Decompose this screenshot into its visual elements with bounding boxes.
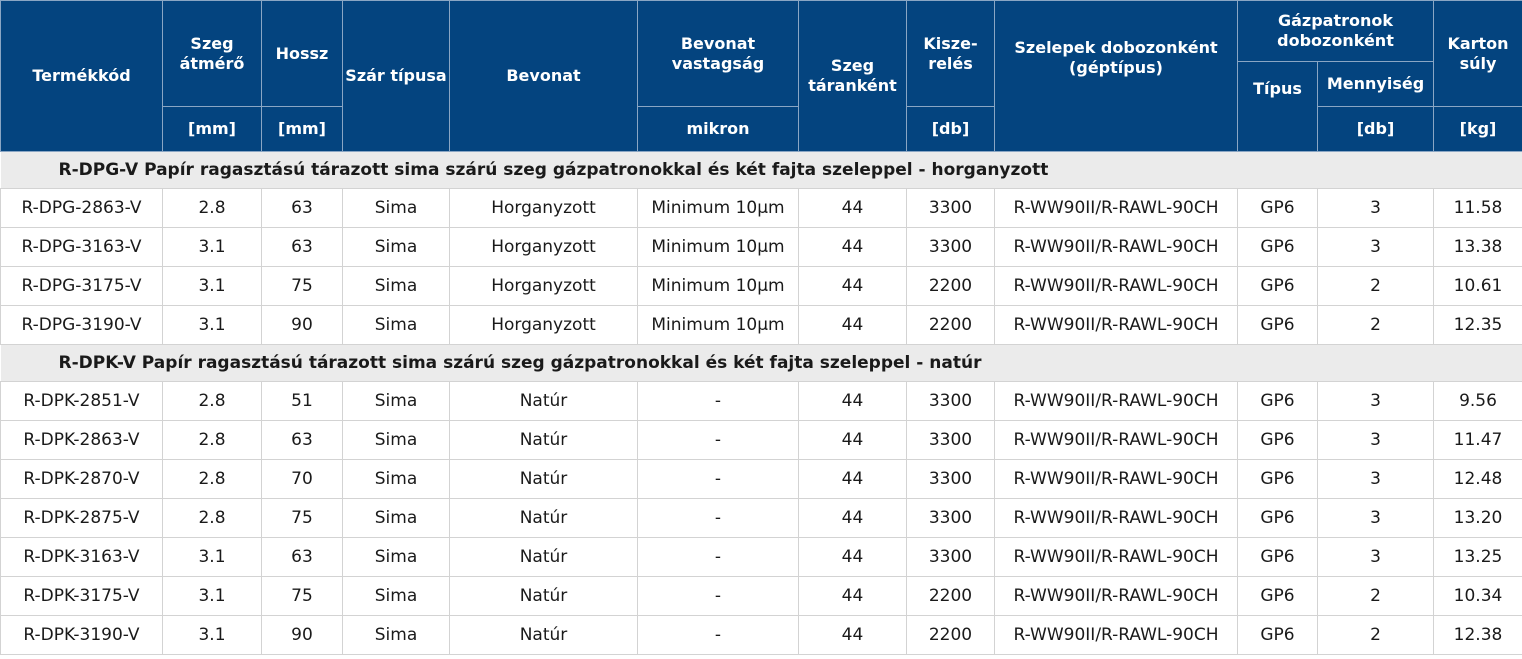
cell-szar-tipusa: Sima [343, 616, 450, 655]
cell-bevonat-vastagsag: - [638, 421, 799, 460]
cell-szelepek: R-WW90II/R-RAWL-90CH [995, 538, 1238, 577]
cell-kiszereles: 3300 [907, 538, 995, 577]
cell-kiszereles: 2200 [907, 267, 995, 306]
section-header-row [1, 345, 1522, 382]
cell-termekkod: R-DPK-2863-V [1, 421, 163, 460]
section-title: R-DPG-V Papír ragasztású tárazott sima szárú szeg gázpatronokkal és két fajta szeleppel - horganyzott [1, 152, 1522, 189]
table-header [1, 1, 1522, 152]
cell-hossz: 90 [262, 306, 343, 345]
cell-gazpatron-tipus: GP6 [1238, 189, 1318, 228]
cell-termekkod: R-DPK-3175-V [1, 577, 163, 616]
cell-szar-tipusa: Sima [343, 538, 450, 577]
cell-bevonat-vastagsag: - [638, 616, 799, 655]
cell-bevonat: Horganyzott [450, 189, 638, 228]
cell-bevonat: Horganyzott [450, 267, 638, 306]
header-szelepek-label: Szelepek dobozonként (géptípus) [1014, 38, 1218, 77]
header-tipus-label: Típus [1253, 78, 1302, 98]
cell-karton-suly: 11.58 [1434, 189, 1522, 228]
cell-karton-suly: 11.47 [1434, 421, 1522, 460]
header-karton-suly: Karton súly [1434, 1, 1522, 107]
header-tipus [1238, 62, 1318, 152]
cell-szeg-atmero: 3.1 [163, 616, 262, 655]
cell-kiszereles: 3300 [907, 189, 995, 228]
cell-gazpatron-tipus: GP6 [1238, 421, 1318, 460]
table-row [1, 616, 1522, 655]
cell-gazpatron-tipus: GP6 [1238, 382, 1318, 421]
cell-termekkod: R-DPK-3163-V [1, 538, 163, 577]
cell-gazpatron-mennyiseg: 2 [1318, 267, 1434, 306]
header-termekkod: Termékkód [1, 1, 163, 152]
table-row [1, 382, 1522, 421]
header-szar-tipusa: Szár típusa [343, 1, 450, 152]
cell-termekkod: R-DPG-2863-V [1, 189, 163, 228]
cell-gazpatron-tipus: GP6 [1238, 616, 1318, 655]
cell-bevonat-vastagsag: - [638, 460, 799, 499]
cell-kiszereles: 3300 [907, 228, 995, 267]
table-row [1, 538, 1522, 577]
cell-szelepek: R-WW90II/R-RAWL-90CH [995, 460, 1238, 499]
cell-karton-suly: 12.38 [1434, 616, 1522, 655]
cell-szeg-atmero: 3.1 [163, 577, 262, 616]
cell-szeg-tarankent: 44 [799, 460, 907, 499]
cell-bevonat: Natúr [450, 577, 638, 616]
header-szeg-tarankent: Szeg táranként [799, 1, 907, 152]
cell-termekkod: R-DPK-2851-V [1, 382, 163, 421]
header-szeg-atmero: Szeg átmérő [163, 1, 262, 107]
cell-szeg-atmero: 2.8 [163, 499, 262, 538]
cell-hossz: 51 [262, 382, 343, 421]
cell-szeg-atmero: 2.8 [163, 382, 262, 421]
cell-szeg-tarankent: 44 [799, 189, 907, 228]
cell-gazpatron-tipus: GP6 [1238, 499, 1318, 538]
cell-szar-tipusa: Sima [343, 267, 450, 306]
cell-hossz: 70 [262, 460, 343, 499]
table-row [1, 306, 1522, 345]
cell-bevonat-vastagsag: - [638, 538, 799, 577]
cell-bevonat-vastagsag: - [638, 382, 799, 421]
section-title: R-DPK-V Papír ragasztású tárazott sima szárú szeg gázpatronokkal és két fajta szeleppel - natúr [1, 345, 1522, 382]
cell-kiszereles: 3300 [907, 421, 995, 460]
cell-hossz: 63 [262, 421, 343, 460]
cell-hossz: 75 [262, 577, 343, 616]
header-mennyiseg: Mennyiség [1318, 62, 1434, 107]
cell-kiszereles: 2200 [907, 616, 995, 655]
cell-szelepek: R-WW90II/R-RAWL-90CH [995, 499, 1238, 538]
cell-szar-tipusa: Sima [343, 228, 450, 267]
cell-termekkod: R-DPG-3190-V [1, 306, 163, 345]
table-row [1, 421, 1522, 460]
cell-gazpatron-mennyiseg: 2 [1318, 306, 1434, 345]
cell-gazpatron-mennyiseg: 2 [1318, 616, 1434, 655]
table-row [1, 267, 1522, 306]
unit-kiszereles: [db] [907, 107, 995, 152]
cell-bevonat-vastagsag: Minimum 10µm [638, 189, 799, 228]
cell-szeg-atmero: 3.1 [163, 228, 262, 267]
header-gazpatronok: Gázpatronok dobozonként [1238, 1, 1434, 62]
unit-mennyiseg: [db] [1318, 107, 1434, 152]
cell-bevonat: Natúr [450, 499, 638, 538]
header-bevonat-vastagsag: Bevonat vastagság [638, 1, 799, 107]
unit-hossz: [mm] [262, 107, 343, 152]
cell-gazpatron-mennyiseg: 3 [1318, 228, 1434, 267]
cell-bevonat: Horganyzott [450, 306, 638, 345]
unit-karton-suly: [kg] [1434, 107, 1522, 152]
section-header-row [1, 152, 1522, 189]
cell-szeg-tarankent: 44 [799, 421, 907, 460]
cell-szeg-atmero: 3.1 [163, 267, 262, 306]
cell-szelepek: R-WW90II/R-RAWL-90CH [995, 421, 1238, 460]
cell-szar-tipusa: Sima [343, 382, 450, 421]
cell-termekkod: R-DPK-2870-V [1, 460, 163, 499]
unit-bevonat-vastagsag: mikron [638, 107, 799, 152]
table-row [1, 499, 1522, 538]
cell-gazpatron-mennyiseg: 3 [1318, 460, 1434, 499]
cell-hossz: 75 [262, 499, 343, 538]
cell-bevonat: Natúr [450, 421, 638, 460]
cell-gazpatron-mennyiseg: 3 [1318, 499, 1434, 538]
cell-bevonat-vastagsag: - [638, 577, 799, 616]
cell-szeg-atmero: 2.8 [163, 189, 262, 228]
cell-szeg-tarankent: 44 [799, 267, 907, 306]
cell-szelepek: R-WW90II/R-RAWL-90CH [995, 228, 1238, 267]
cell-szelepek: R-WW90II/R-RAWL-90CH [995, 306, 1238, 345]
cell-szeg-tarankent: 44 [799, 577, 907, 616]
cell-szeg-tarankent: 44 [799, 616, 907, 655]
cell-kiszereles: 2200 [907, 306, 995, 345]
cell-gazpatron-tipus: GP6 [1238, 577, 1318, 616]
cell-bevonat: Natúr [450, 460, 638, 499]
cell-kiszereles: 2200 [907, 577, 995, 616]
cell-szelepek: R-WW90II/R-RAWL-90CH [995, 382, 1238, 421]
cell-hossz: 63 [262, 189, 343, 228]
cell-szelepek: R-WW90II/R-RAWL-90CH [995, 189, 1238, 228]
cell-karton-suly: 13.20 [1434, 499, 1522, 538]
cell-szar-tipusa: Sima [343, 189, 450, 228]
cell-bevonat: Natúr [450, 538, 638, 577]
cell-termekkod: R-DPG-3163-V [1, 228, 163, 267]
cell-szeg-atmero: 3.1 [163, 306, 262, 345]
cell-bevonat: Natúr [450, 382, 638, 421]
cell-szelepek: R-WW90II/R-RAWL-90CH [995, 267, 1238, 306]
header-kiszereles: Kisze-relés [907, 1, 995, 107]
cell-termekkod: R-DPK-3190-V [1, 616, 163, 655]
cell-szar-tipusa: Sima [343, 421, 450, 460]
cell-gazpatron-mennyiseg: 3 [1318, 189, 1434, 228]
cell-szeg-atmero: 2.8 [163, 421, 262, 460]
cell-bevonat: Natúr [450, 616, 638, 655]
cell-bevonat: Horganyzott [450, 228, 638, 267]
cell-bevonat-vastagsag: Minimum 10µm [638, 228, 799, 267]
cell-karton-suly: 9.56 [1434, 382, 1522, 421]
cell-karton-suly: 12.35 [1434, 306, 1522, 345]
table-row [1, 189, 1522, 228]
cell-gazpatron-tipus: GP6 [1238, 306, 1318, 345]
cell-hossz: 75 [262, 267, 343, 306]
cell-bevonat-vastagsag: Minimum 10µm [638, 306, 799, 345]
cell-szeg-atmero: 2.8 [163, 460, 262, 499]
cell-bevonat-vastagsag: Minimum 10µm [638, 267, 799, 306]
cell-hossz: 90 [262, 616, 343, 655]
cell-termekkod: R-DPG-3175-V [1, 267, 163, 306]
cell-szeg-tarankent: 44 [799, 306, 907, 345]
table-body [1, 152, 1522, 655]
cell-hossz: 63 [262, 228, 343, 267]
unit-szeg-atmero: [mm] [163, 107, 262, 152]
cell-szeg-tarankent: 44 [799, 538, 907, 577]
cell-szeg-atmero: 3.1 [163, 538, 262, 577]
cell-gazpatron-mennyiseg: 2 [1318, 577, 1434, 616]
cell-szar-tipusa: Sima [343, 499, 450, 538]
cell-karton-suly: 10.61 [1434, 267, 1522, 306]
cell-szar-tipusa: Sima [343, 460, 450, 499]
cell-karton-suly: 12.48 [1434, 460, 1522, 499]
cell-gazpatron-tipus: GP6 [1238, 228, 1318, 267]
cell-gazpatron-mennyiseg: 3 [1318, 421, 1434, 460]
cell-hossz: 63 [262, 538, 343, 577]
cell-szelepek: R-WW90II/R-RAWL-90CH [995, 577, 1238, 616]
table-row [1, 228, 1522, 267]
cell-gazpatron-mennyiseg: 3 [1318, 382, 1434, 421]
cell-gazpatron-tipus: GP6 [1238, 460, 1318, 499]
cell-bevonat-vastagsag: - [638, 499, 799, 538]
header-szelepek [995, 1, 1238, 152]
cell-szeg-tarankent: 44 [799, 499, 907, 538]
table-row [1, 460, 1522, 499]
cell-szeg-tarankent: 44 [799, 228, 907, 267]
cell-szar-tipusa: Sima [343, 306, 450, 345]
cell-kiszereles: 3300 [907, 382, 995, 421]
cell-kiszereles: 3300 [907, 460, 995, 499]
header-hossz: Hossz [262, 1, 343, 107]
cell-karton-suly: 10.34 [1434, 577, 1522, 616]
cell-gazpatron-tipus: GP6 [1238, 538, 1318, 577]
cell-szar-tipusa: Sima [343, 577, 450, 616]
cell-gazpatron-tipus: GP6 [1238, 267, 1318, 306]
cell-gazpatron-mennyiseg: 3 [1318, 538, 1434, 577]
cell-szelepek: R-WW90II/R-RAWL-90CH [995, 616, 1238, 655]
cell-szeg-tarankent: 44 [799, 382, 907, 421]
cell-karton-suly: 13.38 [1434, 228, 1522, 267]
cell-termekkod: R-DPK-2875-V [1, 499, 163, 538]
cell-kiszereles: 3300 [907, 499, 995, 538]
table-row [1, 577, 1522, 616]
cell-karton-suly: 13.25 [1434, 538, 1522, 577]
header-bevonat: Bevonat [450, 1, 638, 152]
